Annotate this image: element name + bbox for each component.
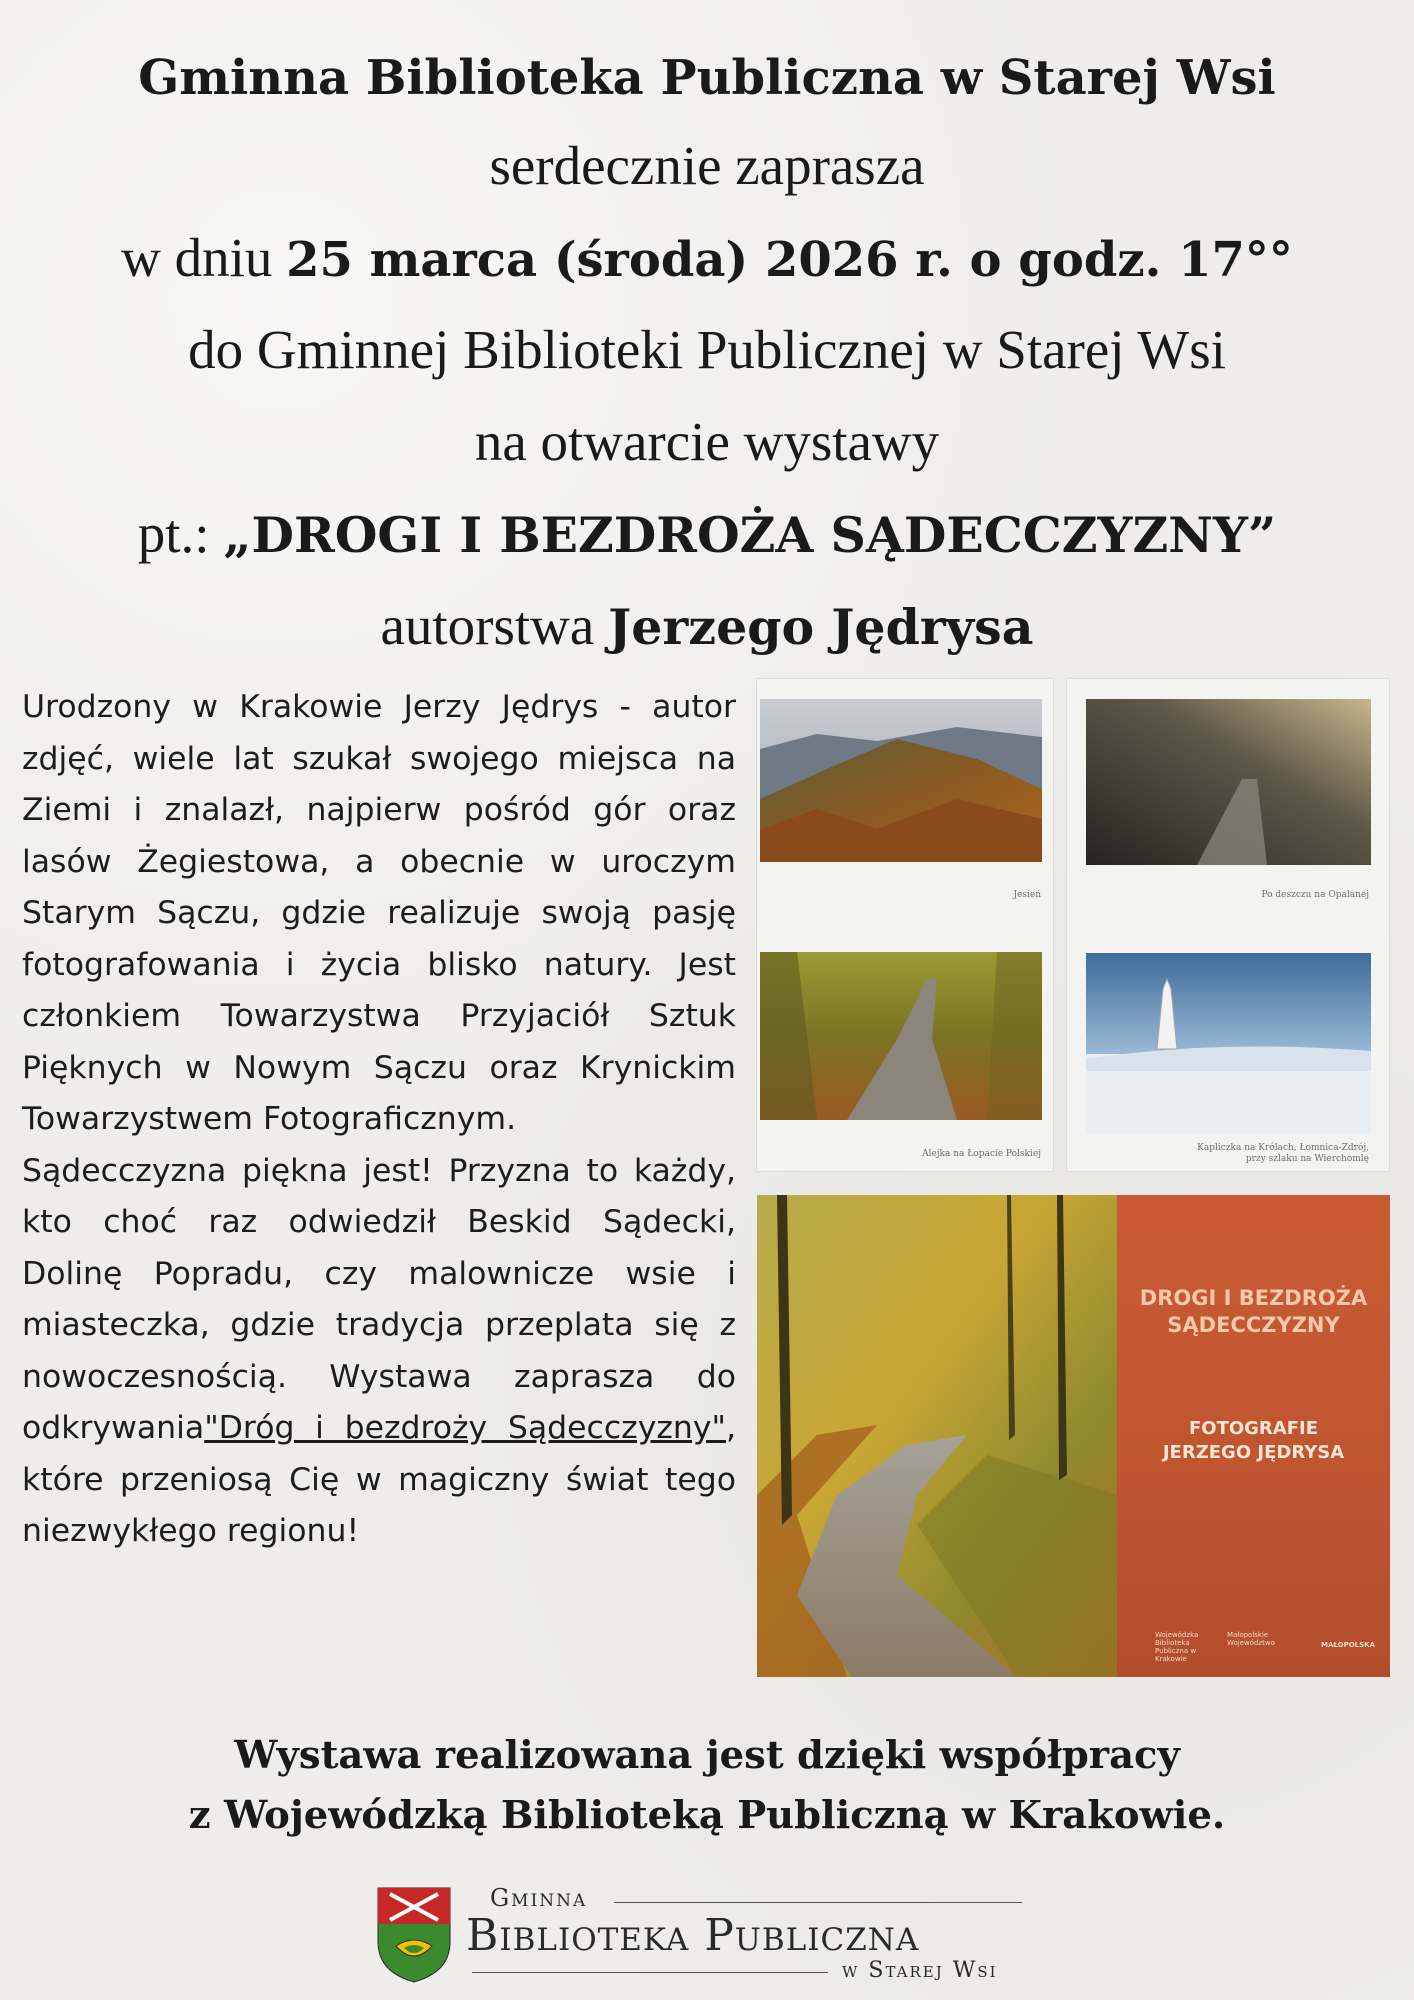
invitation-header — [0, 38, 1414, 672]
cooperation-line-2: z Wojewódzką Biblioteką Publiczną w Krakowie. — [188, 1793, 1226, 1838]
invite-line: serdecznie zaprasza — [489, 135, 925, 196]
date-prefix: w dniu — [121, 227, 287, 288]
bio-paragraph-2 — [22, 1146, 736, 1558]
logo-rule-top — [614, 1902, 1022, 1903]
logo-line-2: Biblioteka Publiczna — [466, 1910, 920, 1961]
photo-caption-4b: przy szlaku na Wierchomlę — [1245, 1154, 1369, 1164]
logo-wordmark — [466, 1884, 1040, 1984]
photo-caption-3: Alejka na Łopacie Polskiej — [922, 1149, 1041, 1159]
poster-subtitle — [1117, 1417, 1390, 1465]
photo-caption-2: Po deszczu na Opalanej — [1261, 890, 1369, 900]
cooperation-line-1: Wystawa realizowana jest dzięki współpracy — [234, 1733, 1180, 1778]
logo-line-3: w Starej Wsi — [842, 1958, 998, 1983]
coat-of-arms-icon — [374, 1884, 454, 1984]
region-logo: Małopolskie Województwo — [1227, 1631, 1275, 1647]
photo-board-left — [757, 679, 1053, 1171]
poster-subtitle-line-1: FOTOGRAFIE — [1188, 1418, 1319, 1439]
bio-p2-text: Sądecczyzna piękna jest! Przyzna to każdy, kto choć raz odwiedził Beskid Sądecki, Dolinę Popradu, czy malownicze wsie i miasteczka, gdzie tradycja przeplata się z nowoczesnością. Wystawa zaprasza do odkrywania — [22, 1152, 736, 1446]
author-bio — [22, 682, 736, 1558]
exhibition-title: „DROGI I BEZDROŻA SĄDECCZYZNY” — [223, 506, 1277, 564]
sunset-chapel-photo — [1067, 679, 1389, 1171]
photo-caption-1: Jesień — [1013, 890, 1041, 900]
photo-board-right — [1067, 679, 1389, 1171]
logo-rule-bottom — [472, 1972, 828, 1973]
exhibition-line — [0, 488, 1414, 580]
venue-line: do Gminnej Biblioteki Publicznej w Starej Wsi — [188, 319, 1226, 380]
logo-line-1: Gminna — [490, 1884, 588, 1912]
event-date: 25 marca (środa) 2026 r. o godz. 17°° — [286, 232, 1293, 288]
date-line — [0, 212, 1414, 304]
library-logo — [374, 1884, 1040, 1984]
poster-title-line-1: DROGI I BEZDROŻA — [1139, 1286, 1368, 1310]
malopolska-logo: MAŁOPOLSKA — [1321, 1641, 1376, 1649]
bio-p2-end: , które przeniosą Cię w magiczny świat tego niezwykłego regionu! — [22, 1410, 736, 1549]
cooperation-note — [0, 1726, 1414, 1846]
exhibition-link[interactable]: "Dróg i bezdroży Sądecczyzny" — [204, 1410, 726, 1446]
exhibition-prefix: pt.: — [137, 503, 224, 564]
bio-paragraph-1: Urodzony w Krakowie Jerzy Jędrys - autor zdjęć, wiele lat szukał swojego miejsca na Ziemi i znalazł, najpierw pośród gór oraz lasów Żegiestowa, a obecnie w uroczym Starym Sączu, gdzie realizuje swoją pasję fotografowania i życia blisko natury. Jest członkiem Towarzystwa Przyjaciół Sztuk Pięknych w Nowym Sączu oraz Krynickim Towarzystwem Fotograficznym. — [22, 689, 736, 1137]
photo-caption-4a: Kapliczka na Królach, Łomnica-Zdrój, — [1197, 1143, 1369, 1153]
author-line — [0, 580, 1414, 672]
library-title: Gminna Biblioteka Publiczna w Starej Wsi — [138, 50, 1276, 106]
autumn-road-image — [757, 1195, 1117, 1677]
autumn-forest-photo — [757, 679, 1053, 1171]
author-name: Jerzego Jędrysa — [608, 598, 1034, 656]
autumn-road-photo — [757, 1195, 1117, 1677]
poster-subtitle-line-2: JERZEGO JĘDRYSA — [1162, 1442, 1345, 1463]
poster-title — [1117, 1285, 1390, 1339]
poster-title-line-2: SĄDECCZYZNY — [1167, 1313, 1340, 1337]
wbp-logo: Wojewódzka Biblioteka Publiczna w Krakowie — [1155, 1631, 1199, 1663]
opening-line: na otwarcie wystawy — [474, 411, 940, 472]
author-prefix: autorstwa — [380, 595, 609, 656]
exhibition-poster — [1117, 1195, 1390, 1677]
